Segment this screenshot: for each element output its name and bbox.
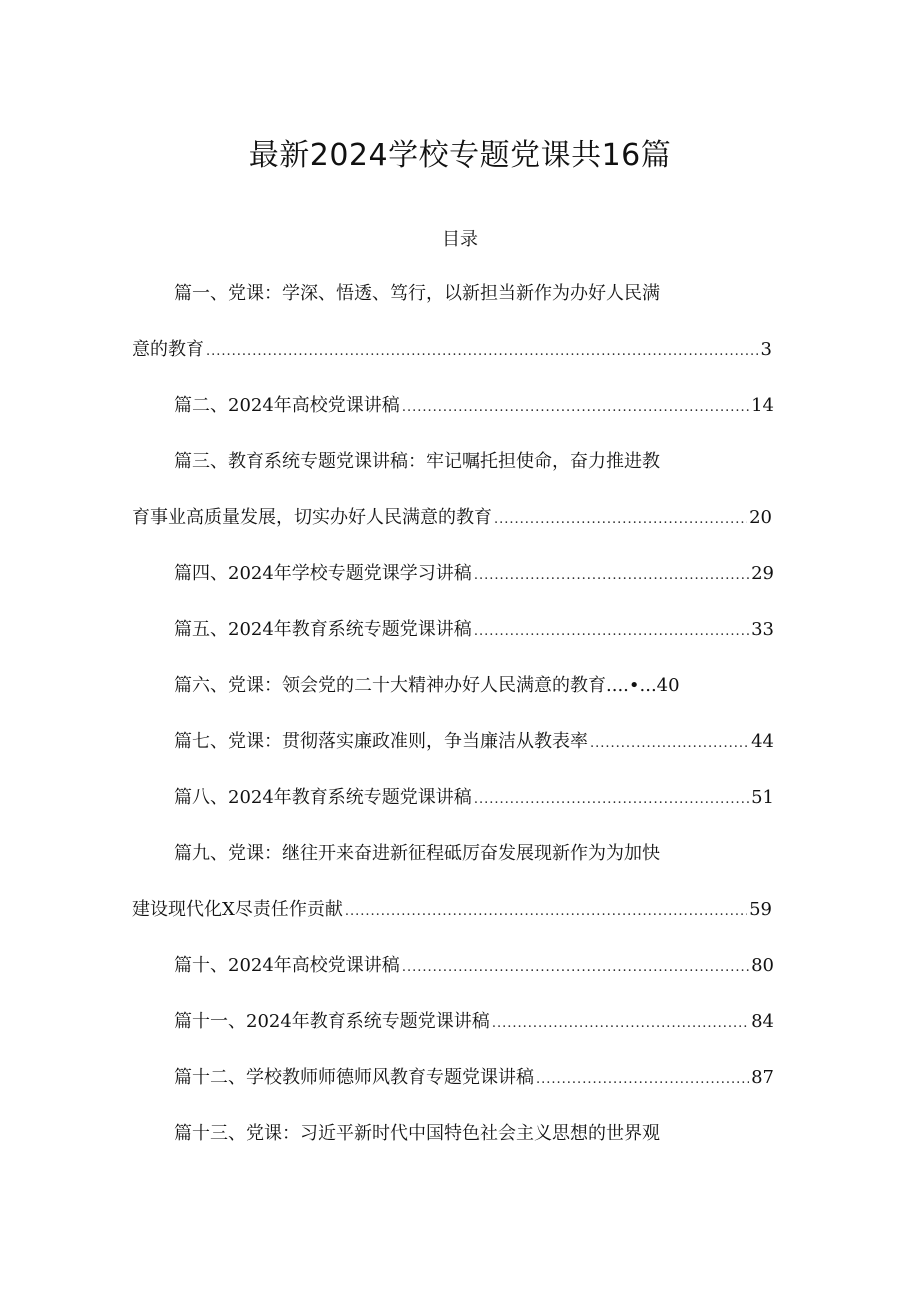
toc-entry-line[interactable]: [174, 1062, 774, 1094]
toc-dot-leader: [474, 560, 749, 592]
toc-page-number: 59: [749, 899, 772, 920]
toc-entry-text: 篇九、党课：继往开来奋进新征程砥厉奋发展现新作为为加快: [174, 843, 660, 864]
toc-dot-leader: [494, 504, 747, 536]
toc-entry-text: 篇十、2024年高校党课讲稿: [174, 955, 400, 976]
toc-entry-text: 意的教育: [132, 339, 204, 360]
toc-heading: 目录: [442, 229, 478, 250]
toc-entry-line[interactable]: [174, 390, 774, 422]
toc-entry-continuation[interactable]: [132, 894, 772, 926]
toc-entry-text: 篇八、2024年教育系统专题党课讲稿: [174, 787, 472, 808]
toc-page-number: 84: [751, 1011, 774, 1032]
toc-dot-leader: [590, 728, 749, 760]
toc-entry-text: 篇十二、学校教师师德师风教育专题党课讲稿: [174, 1067, 534, 1088]
toc-dot-leader: [402, 952, 749, 984]
toc-entry-text: 篇十三、党课：习近平新时代中国特色社会主义思想的世界观: [174, 1123, 660, 1144]
toc-entry-line[interactable]: [174, 782, 774, 814]
toc-dot-leader: [474, 616, 749, 648]
toc-entry-text: 篇七、党课：贯彻落实廉政准则，争当廉洁从教表率: [174, 731, 588, 752]
toc-entry-line[interactable]: [174, 1118, 774, 1150]
toc-entry-line[interactable]: [174, 1006, 774, 1038]
toc-entry-line[interactable]: [174, 950, 774, 982]
toc-page-number: 3: [760, 339, 772, 360]
toc-page-number: 14: [751, 395, 774, 416]
toc-entry-text: 篇十一、2024年教育系统专题党课讲稿: [174, 1011, 490, 1032]
toc-entry-text: 篇三、教育系统专题党课讲稿：牢记嘱托担使命，奋力推进教: [174, 451, 660, 472]
toc-entry-text: 育事业高质量发展，切实办好人民满意的教育: [132, 507, 492, 528]
toc-entry-continuation[interactable]: [132, 334, 772, 366]
toc-entry-text: 建设现代化X尽责任作贡献: [132, 899, 343, 920]
toc-entry-text: 篇四、2024年学校专题党课学习讲稿: [174, 563, 472, 584]
toc-entry-line[interactable]: [174, 278, 774, 310]
toc-dot-leader: [474, 784, 749, 816]
toc-entry-line[interactable]: [174, 558, 774, 590]
toc-page-number: 29: [751, 563, 774, 584]
document-title: 最新2024学校专题党课共16篇: [248, 138, 672, 173]
toc-entry-text: 篇五、2024年教育系统专题党课讲稿: [174, 619, 472, 640]
toc-entry-line[interactable]: [174, 614, 774, 646]
toc-dot-leader: [536, 1064, 749, 1096]
toc-entry-text: 篇二、2024年高校党课讲稿: [174, 395, 400, 416]
toc-page-number: 20: [749, 507, 772, 528]
toc-dot-leader: [402, 392, 749, 424]
toc-dot-leader: [492, 1008, 749, 1040]
toc-dot-leader: [345, 896, 747, 928]
toc-entry-line[interactable]: [174, 670, 774, 702]
toc-page-number: 80: [751, 955, 774, 976]
toc-entry-line[interactable]: [174, 446, 774, 478]
toc-entry-line[interactable]: [174, 726, 774, 758]
toc-entry-continuation[interactable]: [132, 502, 772, 534]
toc-entry-line[interactable]: [174, 838, 774, 870]
toc-page-number: 51: [751, 787, 774, 808]
toc-page-number: 44: [751, 731, 774, 752]
toc-page-number: 33: [751, 619, 774, 640]
toc-dot-leader: [206, 336, 759, 368]
toc-entry-text: 篇六、党课：领会党的二十大精神办好人民满意的教育....•...40: [174, 675, 680, 696]
toc-entry-text: 篇一、党课：学深、悟透、笃行，以新担当新作为办好人民满: [174, 283, 660, 304]
toc-page-number: 87: [751, 1067, 774, 1088]
